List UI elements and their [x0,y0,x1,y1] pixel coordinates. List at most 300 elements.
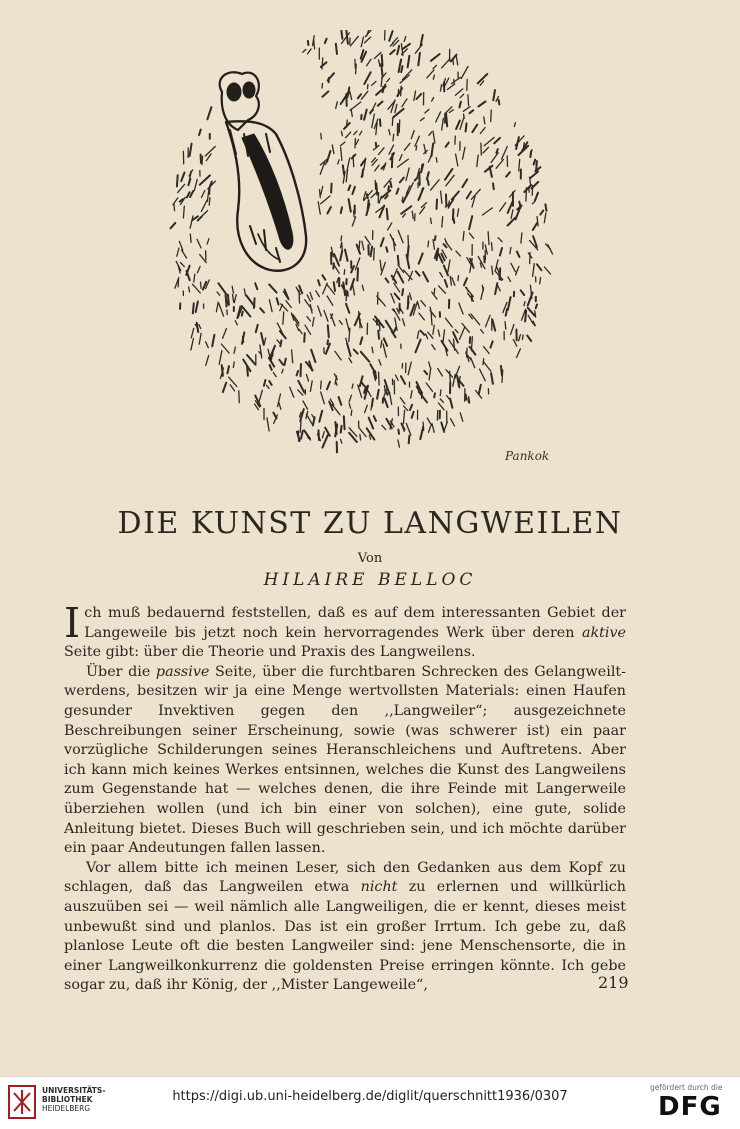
fur-stroke [432,424,434,433]
fur-stroke [227,366,229,373]
fur-stroke [443,330,445,342]
fur-stroke [354,350,358,354]
paragraph-3 [64,859,626,996]
paragraph-2 [64,663,626,859]
fur-stroke [316,291,320,297]
fur-stroke [429,426,431,432]
fur-stroke [304,333,305,342]
fur-stroke [206,342,209,348]
fur-stroke [247,366,248,376]
fur-stroke [470,347,476,355]
fur-stroke [384,398,387,407]
fur-stroke [306,375,308,382]
fur-stroke [545,204,546,211]
fur-stroke [331,184,332,193]
fur-stroke [190,234,191,242]
fur-stroke [346,338,348,345]
fur-stroke [387,209,388,220]
fur-stroke [362,383,365,387]
fur-stroke [429,368,431,380]
fur-stroke [441,423,444,432]
fur-stroke [194,274,195,282]
fur-stroke [411,131,414,139]
fur-stroke [464,278,467,285]
fur-stroke [309,361,312,370]
fur-stroke [434,288,435,293]
fur-stroke [481,330,484,333]
fur-stroke [455,89,462,95]
article-title: DIE KUNST ZU LANGWEILEN [0,506,740,541]
fur-stroke [498,238,502,242]
fur-stroke [180,263,184,267]
fur-stroke [270,365,272,370]
fur-stroke [496,160,503,169]
fur-stroke [325,39,327,43]
fur-stroke [423,272,428,281]
fur-stroke [372,347,373,353]
fur-stroke [436,112,441,122]
fur-stroke [449,340,456,350]
fur-stroke [505,322,506,330]
fur-stroke [442,217,443,228]
fur-stroke [502,370,503,383]
fur-stroke [540,278,541,284]
fur-stroke [402,289,403,295]
fur-stroke [442,118,444,130]
fur-stroke [174,204,175,211]
author-name: HILAIRE BELLOC [0,570,740,590]
fur-stroke [344,270,345,275]
fur-stroke [463,231,464,240]
fur-stroke [181,173,184,182]
fur-stroke [280,340,281,346]
fur-stroke [467,192,471,199]
fur-stroke [284,359,285,365]
fur-stroke [433,131,435,143]
fur-stroke [402,99,407,107]
fur-stroke [336,102,338,109]
fur-stroke [279,360,283,365]
library-name-line-1: UNIVERSITÄTS- [42,1086,105,1095]
fur-stroke [327,340,328,344]
fur-stroke [480,263,481,267]
fur-stroke [534,160,536,165]
fur-stroke [527,336,531,342]
fur-stroke [198,217,202,221]
fur-stroke [352,217,355,226]
fur-stroke [431,180,440,190]
fur-stroke [400,178,404,183]
fur-stroke [412,211,413,219]
fur-stroke [379,320,380,331]
fur-stroke [406,423,411,435]
fur-stroke [410,405,412,410]
fur-stroke [484,138,494,146]
fur-stroke [544,267,550,274]
fur-stroke [234,295,236,303]
fur-stroke [221,344,229,353]
fur-stroke [369,418,374,429]
fur-stroke [457,209,458,216]
fur-stroke [522,335,523,340]
fur-stroke [313,318,315,327]
fur-stroke [206,356,209,366]
fur-stroke [183,206,184,218]
fur-stroke [361,37,363,47]
fur-stroke [511,263,515,271]
fur-stroke [492,266,493,274]
fur-stroke [401,424,404,430]
fur-stroke [318,306,322,316]
fur-stroke [201,200,207,211]
fur-stroke [308,41,309,45]
fur-stroke [417,94,422,99]
fur-stroke [440,272,443,277]
fur-stroke [418,188,423,200]
fur-stroke [431,218,432,223]
fur-stroke [445,318,452,327]
fur-stroke [260,308,264,312]
fur-stroke [401,206,411,213]
fur-stroke [298,390,303,395]
fur-stroke [431,316,432,325]
fur-stroke [517,252,520,258]
fur-stroke [477,155,478,167]
fur-stroke [354,131,357,135]
fur-stroke [403,319,405,326]
fur-stroke [449,110,453,113]
fur-stroke [398,272,404,283]
permalink-url[interactable]: https://digi.ub.uni-heidelberg.de/diglit/querschnitt1936/0307 [0,1089,740,1104]
fur-stroke [320,190,321,198]
fur-stroke [390,392,392,404]
fur-stroke [511,210,513,219]
fur-stroke [425,109,429,113]
fur-stroke [321,196,330,204]
fur-stroke [390,234,396,245]
fur-stroke [491,153,498,163]
fur-stroke [428,241,429,247]
fur-stroke [391,100,395,113]
fur-stroke [348,185,350,190]
fur-stroke [305,325,311,334]
fur-stroke [352,187,355,194]
fur-stroke [347,158,350,171]
fur-stroke [493,90,495,100]
fur-stroke [200,175,210,184]
fur-stroke [480,369,486,381]
fur-stroke [427,70,434,78]
fur-stroke [374,416,376,421]
fur-stroke [419,253,423,263]
fur-stroke [306,411,308,418]
fur-stroke [327,151,331,162]
fur-stroke [372,114,375,128]
fur-stroke [427,418,431,426]
fur-stroke [299,329,302,333]
fur-stroke [349,404,350,409]
fur-stroke [385,195,388,198]
fur-stroke [233,362,234,368]
fur-stroke [511,325,514,335]
fur-stroke [390,50,395,54]
fur-stroke [202,156,203,164]
fur-stroke [346,170,347,182]
fur-stroke [219,303,224,316]
fur-stroke [382,425,386,429]
fur-stroke [458,276,459,281]
fur-stroke [193,284,201,293]
fur-stroke [429,132,432,135]
fur-stroke [360,131,362,135]
fur-stroke [321,381,322,389]
fur-stroke [279,403,281,409]
fur-stroke [495,283,497,294]
fur-stroke [216,302,218,312]
fur-stroke [322,58,323,69]
text-segment: Seite gibt: über die Theorie und Praxis des Langweilens. [64,644,476,660]
fur-stroke [484,117,485,124]
fur-stroke [365,405,368,412]
fur-stroke [303,49,306,52]
fur-stroke [432,97,434,101]
fur-stroke [418,301,420,308]
fur-stroke [381,340,382,347]
fur-stroke [408,236,409,250]
fur-stroke [341,30,342,39]
fur-stroke [290,387,294,397]
fur-stroke [544,213,546,223]
fur-stroke [319,430,320,440]
fur-stroke [460,94,464,98]
fur-stroke [351,109,352,117]
fur-stroke [201,282,202,288]
fur-stroke [371,193,376,198]
fur-stroke [341,439,342,443]
fur-stroke [341,147,342,160]
fur-stroke [308,49,312,54]
fur-stroke [533,264,535,277]
fur-stroke [403,70,412,80]
fur-stroke [440,399,443,402]
fur-stroke [383,344,386,357]
fur-stroke [429,362,431,368]
fur-stroke [448,260,450,272]
fur-stroke [379,372,380,385]
fur-stroke [462,179,467,187]
fur-stroke [472,125,477,132]
fur-stroke [454,79,455,84]
fur-stroke [435,236,436,240]
fur-stroke [393,134,394,141]
fur-stroke [365,237,371,245]
fur-stroke [197,239,201,248]
text-segment: zu erlernen und willkürlich auszuüben sei — weil nämlich alle Langweiligen, die er kennt, dieses meist unbewußt sind und planlos. Das ist ein großer Irrtum. Ich gebe zu, daß planlose Leute oft die besten Langweiler sind: jene Menschensorte, die in einer Langweilkonkurrenz die goldensten Preise erringen könnte. Ich gebe sogar zu, daß ihr König, der ,,Mister Langeweile“, [64,879,626,993]
fur-stroke [256,325,258,332]
fur-stroke [516,266,519,275]
fur-stroke [400,75,409,83]
emphasis-text: nicht [361,879,398,895]
fur-stroke [318,280,320,285]
fur-stroke [423,422,424,430]
fur-stroke [452,78,461,84]
fur-stroke [267,385,270,388]
fur-stroke [398,440,400,447]
fur-stroke [202,191,205,198]
fur-stroke [378,102,383,106]
fur-stroke [282,369,283,373]
fur-stroke [171,223,176,228]
fur-stroke [370,103,376,114]
fur-stroke [528,315,533,323]
fur-stroke [451,419,455,426]
fur-stroke [380,119,381,126]
fur-stroke [269,300,272,312]
fur-stroke [418,53,420,66]
funding-note: gefördert durch die [650,1083,723,1092]
fur-stroke [401,376,405,384]
fur-stroke [324,348,325,354]
fur-stroke [301,431,303,439]
fur-stroke [379,360,381,366]
illustration-signature: Pankok [505,449,549,463]
fur-stroke [222,365,223,376]
fur-stroke [364,37,370,43]
fur-stroke [178,280,179,287]
fur-stroke [433,75,434,79]
fur-stroke [292,314,299,325]
fur-stroke [207,107,211,119]
fur-stroke [479,385,481,394]
fur-stroke [313,417,315,425]
fur-stroke [324,310,328,321]
fur-stroke [389,130,390,135]
fur-stroke [328,325,329,337]
fur-stroke [394,328,396,332]
fur-stroke [352,384,353,388]
fur-stroke [319,411,322,422]
fur-stroke [307,295,311,302]
fur-stroke [445,280,447,287]
fur-stroke [307,317,310,321]
fur-stroke [484,347,490,354]
fur-stroke [177,248,179,256]
fur-stroke [327,296,333,305]
fur-stroke [426,383,432,391]
fur-stroke [403,410,404,423]
fur-stroke [453,218,454,223]
fur-stroke [348,87,349,95]
fur-stroke [434,393,435,397]
fur-stroke [244,289,245,296]
fur-stroke [483,362,491,372]
fur-stroke [490,341,492,347]
fur-stroke [420,118,424,121]
fur-stroke [442,341,448,351]
fur-stroke [322,84,323,89]
fur-stroke [199,333,201,344]
fur-stroke [339,397,342,405]
fur-stroke [334,254,339,265]
fur-stroke [191,339,194,351]
library-name-line-2: BIBLIOTHEK [42,1095,105,1104]
fur-stroke [420,207,425,214]
fur-stroke [311,350,315,362]
fur-stroke [415,136,419,146]
fur-stroke [499,100,500,105]
fur-stroke [321,133,322,139]
fur-stroke [199,130,201,136]
fur-stroke [191,328,193,338]
fur-stroke [392,118,393,126]
fur-stroke [482,208,492,215]
fur-stroke [401,66,402,72]
fur-stroke [456,56,458,65]
fur-stroke [372,81,376,85]
fur-stroke [483,147,489,153]
fur-stroke [242,312,243,316]
text-segment: ch muß bedauernd feststellen, daß es auf dem interessanten Gebiet der Langeweile bis jetzt noch kein hervorragendes Werk über deren [84,605,626,641]
fur-stroke [508,277,511,282]
fur-stroke [339,321,342,325]
fur-stroke [310,292,313,299]
fur-stroke [286,301,291,308]
fur-stroke [367,59,371,65]
fur-stroke [517,349,521,358]
fur-stroke [371,401,372,410]
fur-stroke [446,143,449,147]
fur-stroke [400,398,405,404]
fur-stroke [318,202,320,214]
fur-stroke [336,44,337,54]
fur-stroke [234,347,235,353]
fur-stroke [530,151,531,157]
fur-stroke [346,132,351,138]
fur-stroke [427,172,429,179]
fur-stroke [439,286,446,293]
fur-stroke [496,149,497,153]
fur-stroke [480,128,485,134]
fur-stroke [335,351,341,360]
fur-stroke [261,333,264,345]
fur-stroke [364,72,370,84]
fur-stroke [345,250,348,261]
fur-stroke [246,295,254,306]
fur-stroke [269,381,272,385]
fur-stroke [332,145,334,154]
fur-stroke [478,102,485,107]
emphasis-text: aktive [582,625,626,641]
fur-stroke [540,210,543,214]
text-segment: Vor allem bitte ich meinen Leser, sich den Gedanken aus dem Kopf zu schlagen, daß das Langweilen etwa [64,860,626,896]
fur-stroke [190,144,192,156]
fur-stroke [387,79,390,82]
fur-stroke [369,435,370,439]
dfg-logo: DFG [658,1092,722,1122]
fur-stroke [310,381,312,392]
fur-stroke [228,295,229,305]
fur-stroke [420,427,423,439]
fur-stroke [385,30,386,40]
face-drawing [220,72,306,271]
fur-stroke [194,179,197,190]
fur-stroke [346,304,349,313]
fur-stroke [264,380,266,386]
fur-stroke [528,308,535,316]
fur-stroke [521,290,525,295]
fur-stroke [422,165,423,170]
fur-stroke [398,265,403,272]
